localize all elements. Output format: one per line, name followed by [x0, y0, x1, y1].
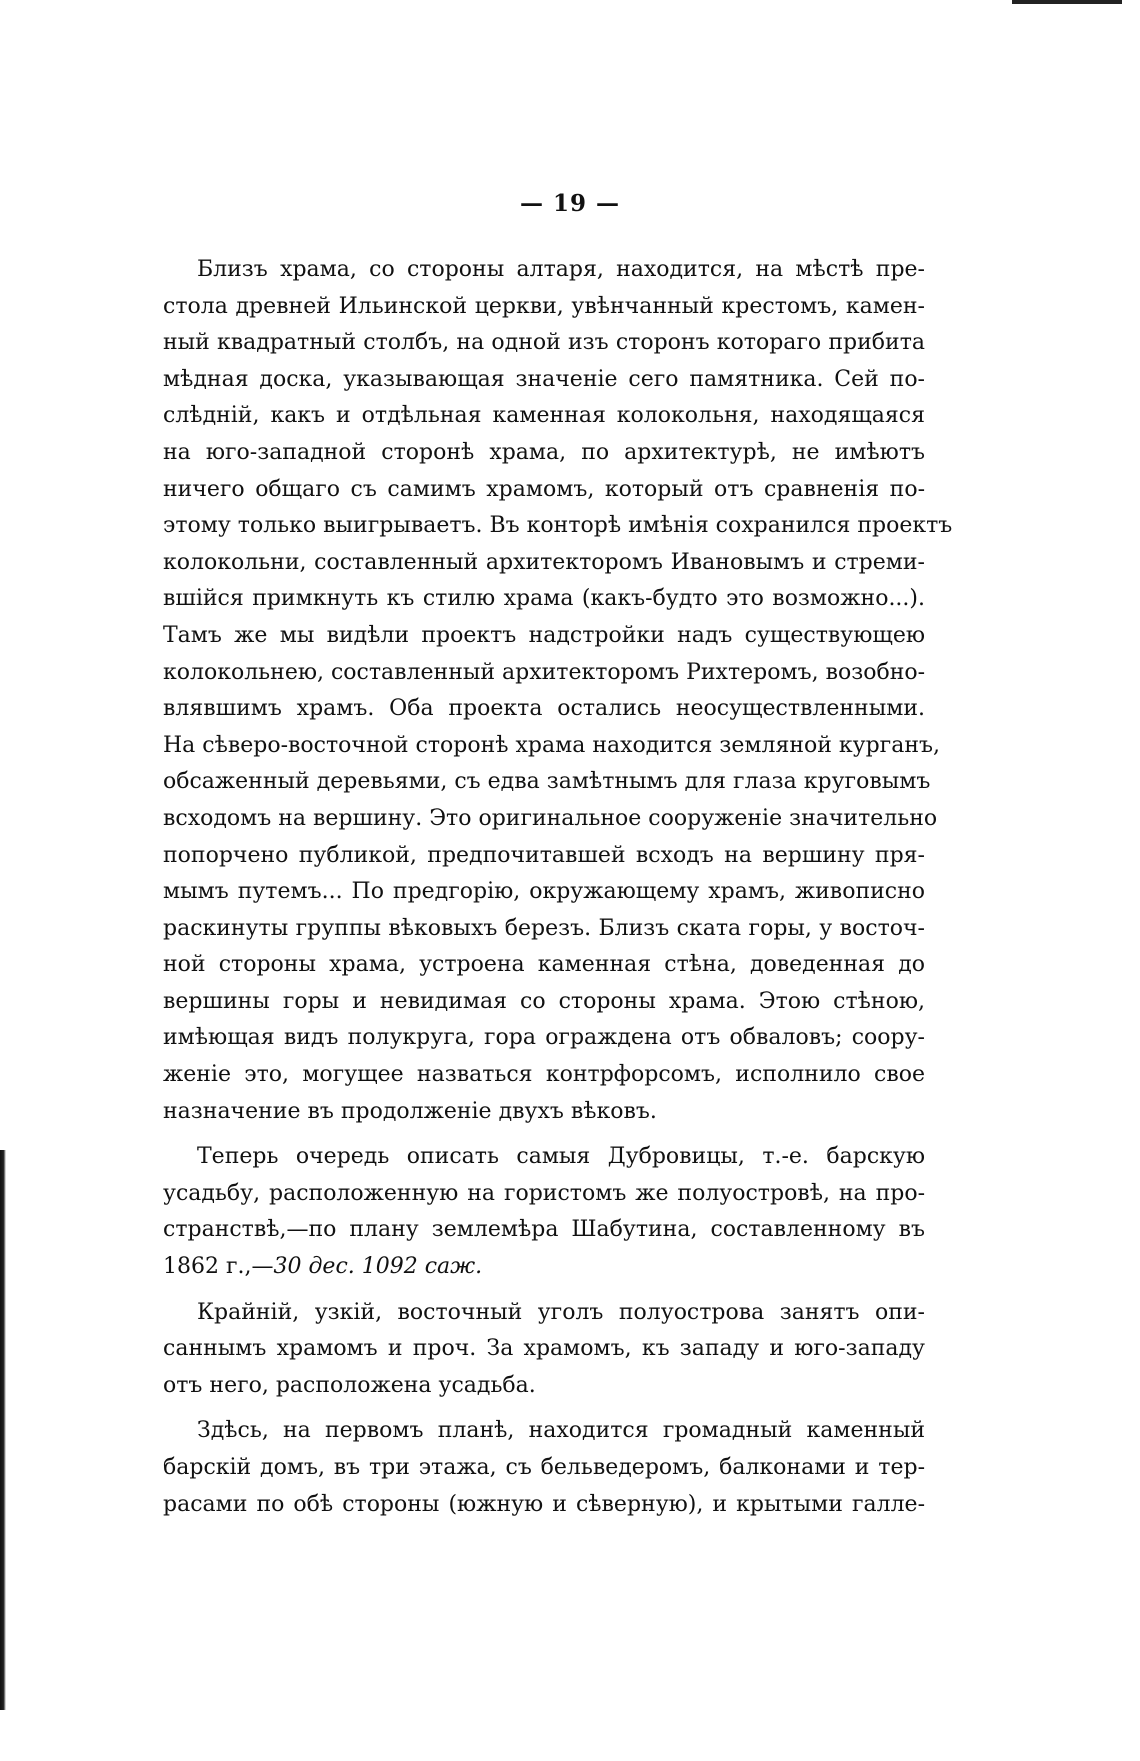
text-line: колокольнею, составленный архитекторомъ Рихтеромъ, возобно-: [163, 659, 926, 685]
text-line: усадьбу, расположенную на гористомъ же полуостровѣ, на про-: [163, 1180, 925, 1206]
text-line: Здѣсь, на первомъ планѣ, находится громадный каменный: [197, 1418, 925, 1444]
paragraph-4: [163, 1413, 925, 1523]
text-line: влявшимъ храмъ. Оба проекта остались неосуществленными.: [163, 696, 925, 722]
text-line: женіе это, могущее назваться контрфорсомъ, исполнило свое: [163, 1062, 925, 1088]
text-line: имѣющая видъ полукруга, гора ограждена отъ обваловъ; cooру-: [163, 1025, 925, 1051]
paragraph-1: [163, 252, 953, 1130]
text-line: слѣдній, какъ и отдѣльная каменная колокольня, находящаяся: [163, 403, 925, 429]
text-line: ничего общаго съ самимъ храмомъ, который отъ сравненія по-: [163, 476, 925, 502]
text-line: [163, 1249, 925, 1286]
text-line: Крайній, узкій, восточный уголъ полуострова занятъ опи-: [197, 1299, 925, 1325]
text-line: ный квадратный столбъ, на одной изъ сторонъ котораго прибита: [163, 330, 925, 356]
area-measurement: 30 дес. 1092 саж.: [273, 1254, 483, 1280]
body-text: [163, 252, 953, 1523]
text-line: Тамъ же мы видѣли проектъ надстройки надъ существующею: [163, 622, 925, 648]
text-line: стола древней Ильинской церкви, увѣнчанный крестомъ, камен-: [163, 293, 925, 319]
text-line: обсаженный деревьями, съ едва замѣтнымъ для глаза круговымъ: [163, 769, 931, 795]
text-line: мѣдная доска, указывающая значеніе сего памятника. Сей по-: [163, 366, 925, 392]
page-number: — 19 —: [519, 190, 621, 217]
text-line: отъ него, расположена усадьба.: [163, 1372, 536, 1398]
paragraph-3: [163, 1295, 925, 1405]
text-line: барскій домъ, въ три этажа, съ бельведеромъ, балконами и тер-: [163, 1455, 925, 1480]
text-line: этому только выигрываетъ. Въ конторѣ имѣнія сохранился проектъ: [163, 513, 953, 539]
scan-binding-edge: [0, 1150, 6, 1710]
text-line: На сѣверо-восточной сторонѣ храма находится земляной курганъ,: [163, 732, 940, 758]
text-line: вшійся примкнуть къ стилю храма (какъ-будто это возможно...).: [163, 586, 925, 612]
text-line: попорчено публикой, предпочитавшей всходъ на вершину пря-: [163, 842, 925, 868]
text-line: мымъ путемъ... По предгорію, окружающему храмъ, живописно: [163, 879, 925, 905]
text-line: вершины горы и невидимая со стороны храма. Этою стѣною,: [163, 988, 925, 1014]
text-line: расами по обѣ стороны (южную и сѣверную), и крытыми галле-: [163, 1491, 925, 1517]
text-line: Близъ храма, со стороны алтаря, находится, на мѣстѣ пре-: [197, 257, 925, 282]
text-line: ной стороны храма, устроена каменная стѣна, доведенная до: [163, 952, 925, 978]
text-line: всходомъ на вершину. Это оригинальное сооруженіе значительно: [163, 805, 938, 831]
date-text: 1862 г.,—: [163, 1254, 274, 1280]
text-line: саннымъ храмомъ и проч. За храмомъ, къ западу и юго-западу: [163, 1336, 925, 1362]
text-line: Теперь очередь описать самыя Дубровицы, т.-е. барскую: [197, 1144, 925, 1170]
scan-top-mark: [1012, 0, 1122, 4]
paragraph-2: [163, 1139, 925, 1285]
text-line: раскинуты группы вѣковыхъ березъ. Близъ ската горы, у восточ-: [163, 915, 925, 941]
text-line: колокольни, составленный архитекторомъ Ивановымъ и стреми-: [163, 549, 925, 575]
text-line: на юго-западной сторонѣ храма, по архитектурѣ, не имѣютъ: [163, 439, 925, 465]
text-line: странствѣ,—по плану землемѣра Шабутина, составленному въ: [163, 1217, 925, 1243]
text-line: назначение въ продолженіе двухъ вѣковъ.: [163, 1098, 657, 1124]
